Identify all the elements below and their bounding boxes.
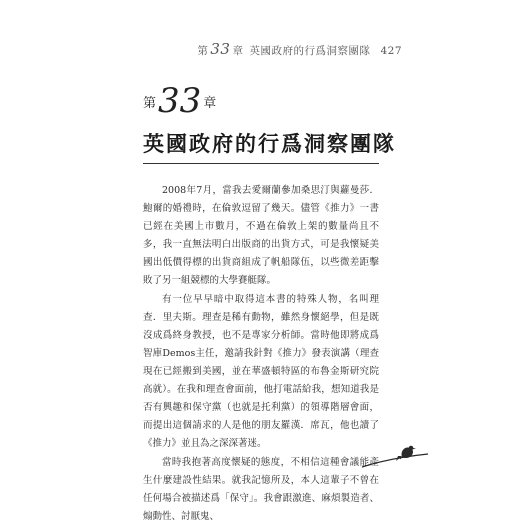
chapter-title: 英國政府的行爲洞察團隊 <box>143 131 396 156</box>
running-head-chapter-number: 33 <box>210 40 231 58</box>
bird-on-branch-icon <box>360 440 430 470</box>
title-rule <box>143 163 379 164</box>
chapter-label <box>143 81 217 121</box>
running-head-prefix: 第 <box>197 45 209 57</box>
running-head <box>197 40 402 58</box>
body-text <box>143 182 379 527</box>
running-head-title: 英國政府的行爲洞察團隊 <box>249 45 371 57</box>
running-head-suffix: 章 <box>232 45 244 57</box>
page-number: 427 <box>380 45 402 57</box>
paragraph-3: 當時我抱著高度懷疑的態度，不相信這種會議能產生什麼建設性結果。就我記憶所及，本人這輩子不曾在任何場合被描述爲「保守」。我會跟激進、麻煩製造者、煽動性、討厭鬼、 <box>143 457 379 522</box>
paragraph-1: 2008年7月，當我去愛爾蘭參加桑思汀與蘿曼莎．鮑爾的婚禮時，在倫敦逗留了幾天。儘管《推力》一書已經在美國上市數月，不過在倫敦上架的數量尚且不多，我一直無法明白出版商的出貨方式，可是我懷疑美國出低價得標的出貨商組成了帆船隊伍，以些微差距擊敗了另一組競標的大學賽艇隊。 <box>143 185 379 286</box>
chapter-number: 33 <box>158 81 202 121</box>
chapter-prefix: 第 <box>143 96 157 111</box>
chapter-suffix: 章 <box>203 96 217 111</box>
paragraph-2: 有一位早早暗中取得這本書的特殊人物，名叫理查．里夫斯。理查是稀有動物，雖然身懷絕學，但是既沒成爲終身教授，也不是專家分析師。當時他即將成爲智庫Demos主任，邀請我針對《推力》發表演講（理查現在已經搬到美國，並在華盛頓特區的布魯金斯研究院高就）。在我和理查會面前，他打電話給我，想知道我是否有興趣和保守黨（也就是托利黨）的領導階層會面，而提出這個請求的人是他的朋友羅漢．席瓦，他也讀了《推力》並且為之深深著迷。 <box>143 294 379 449</box>
